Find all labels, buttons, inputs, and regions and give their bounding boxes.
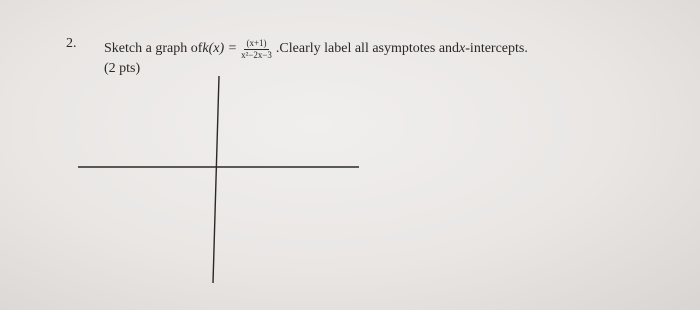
fraction-denominator: x²−2x−3 [241,50,272,60]
prompt-lead-text: Sketch a graph of [104,40,203,56]
instruction-text-part-2: -intercepts. [465,40,528,56]
question-points: (2 pts) [104,61,141,76]
instruction-italic-x: x [459,40,466,56]
instruction-text-part-1: Clearly label all asymptotes and [279,40,460,56]
fraction-numerator: (x+1) [246,38,267,48]
fraction-trailing-punct: . [275,40,280,56]
y-axis-line [213,76,219,283]
question-number: 2. [66,36,77,51]
function-label: k(x) = [202,40,238,56]
